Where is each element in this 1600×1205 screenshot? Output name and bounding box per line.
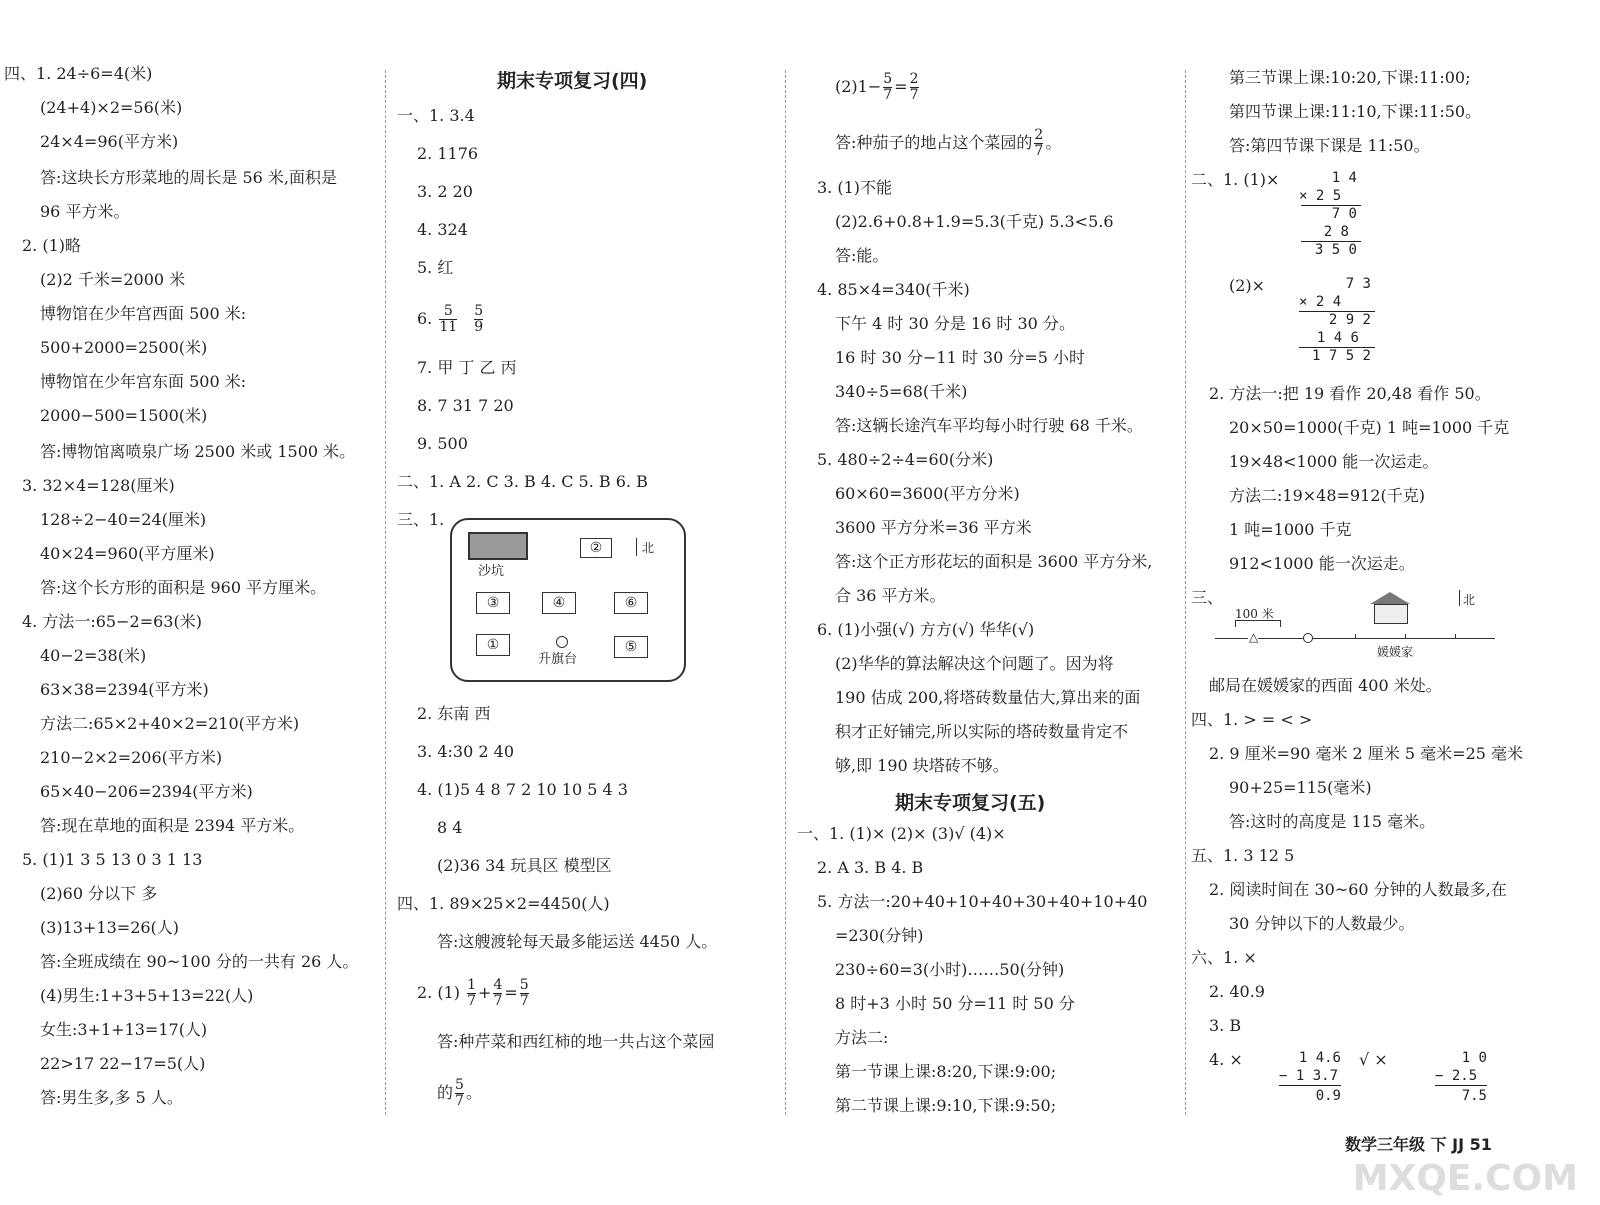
c4-line: 三、 bbox=[1191, 588, 1224, 607]
c4-line: 2. 9 厘米=90 毫米 2 厘米 5 毫米=25 毫米 bbox=[1209, 744, 1524, 763]
c4-line: 答:这时的高度是 115 毫米。 bbox=[1229, 812, 1436, 831]
c2-line: 3. 4:30 2 40 bbox=[417, 742, 514, 761]
map-cell: ⑤ bbox=[614, 636, 648, 658]
c3-line: 方法二: bbox=[835, 1028, 889, 1047]
c1-line: 2000−500=1500(米) bbox=[40, 406, 208, 425]
map-cell: ② bbox=[580, 538, 612, 558]
c1-line: 210−2×2=206(平方米) bbox=[40, 748, 223, 767]
sandpit-box bbox=[468, 532, 528, 560]
c3-line: 3600 平方分米=36 平方米 bbox=[835, 518, 1032, 537]
c4-line: 答:第四节课下课是 11:50。 bbox=[1229, 136, 1430, 155]
c2-line: 一、1. 3.4 bbox=[397, 106, 475, 125]
c4-line: 邮局在媛媛家的西面 400 米处。 bbox=[1209, 676, 1442, 695]
vertical-calc: 1 4 × 2 5 7 0 2 8 3 5 0 bbox=[1295, 170, 1365, 262]
vertical-calc: 7 3 × 2 4 2 9 2 1 4 6 1 7 5 2 bbox=[1295, 276, 1379, 372]
c1-line: 24×4=96(平方米) bbox=[40, 132, 179, 151]
c3-line: 6. (1)小强(√) 方方(√) 华华(√) bbox=[817, 620, 1035, 639]
c3-line: 积才正好铺完,所以实际的塔砖数量肯定不 bbox=[835, 722, 1129, 741]
fraction: $\frac{5}{11}$ bbox=[439, 303, 458, 335]
c4-line: 第三节课上课:10:20,下课:11:00; bbox=[1229, 68, 1471, 87]
c3-line: 60×60=3600(平方分米) bbox=[835, 484, 1020, 503]
c2-line: 3. 2 20 bbox=[417, 182, 473, 201]
c1-line: 65×40−206=2394(平方米) bbox=[40, 782, 253, 801]
c3-line: 8 时+3 小时 50 分=11 时 50 分 bbox=[835, 994, 1075, 1013]
c2-line: 答:种芹菜和西红柿的地一共占这个菜园 bbox=[437, 1032, 715, 1051]
fraction: $\frac{5}{7}$ bbox=[883, 71, 893, 103]
sandpit-label: 沙坑 bbox=[478, 564, 505, 579]
c1-line: 128÷2−40=24(厘米) bbox=[40, 510, 207, 529]
c2-line: 4. (1)5 4 8 7 2 10 10 5 4 3 bbox=[417, 780, 628, 799]
c2-line: 三、1. bbox=[397, 510, 445, 529]
c3-line: 4. 85×4=340(千米) bbox=[817, 280, 970, 299]
distance-line-figure: 100 米 △ 媛媛家 北 bbox=[1215, 586, 1515, 656]
c1-line: 40×24=960(平方厘米) bbox=[40, 544, 215, 563]
c1-line: 博物馆在少年宫东面 500 米: bbox=[40, 372, 247, 391]
c2-q2: 2. (1) $\frac{1}{7}$ + $\frac{4}{7}$ = $\frac{5}{7}$ bbox=[417, 977, 529, 1009]
column-divider bbox=[785, 70, 786, 1115]
watermark: MXQE.COM bbox=[1352, 1158, 1578, 1199]
north-arrow-icon bbox=[636, 538, 637, 556]
c4-line: 4. × bbox=[1209, 1050, 1243, 1069]
c3-line: 答:能。 bbox=[835, 246, 889, 265]
c2-line: 7. 甲 丁 乙 丙 bbox=[417, 358, 517, 377]
c1-line: 方法二:65×2+40×2=210(平方米) bbox=[40, 714, 300, 733]
c3-line: 16 时 30 分−11 时 30 分=5 小时 bbox=[835, 348, 1086, 367]
c1-line: (2)60 分以下 多 bbox=[40, 884, 158, 903]
c4-line: 二、1. (1)× bbox=[1191, 170, 1280, 189]
c3-line: 第二节课上课:9:10,下课:9:50; bbox=[835, 1096, 1057, 1115]
c1-line: 博物馆在少年宫西面 500 米: bbox=[40, 304, 247, 323]
c1-line: 答:这个长方形的面积是 960 平方厘米。 bbox=[40, 578, 327, 597]
school-map bbox=[450, 518, 686, 682]
c1-line: (3)13+13=26(人) bbox=[40, 918, 180, 937]
c1-line: 答:全班成绩在 90~100 分的一共有 26 人。 bbox=[40, 952, 359, 971]
c2-line: 四、1. 89×25×2=4450(人) bbox=[397, 894, 610, 913]
c2-line: 二、1. A 2. C 3. B 4. C 5. B 6. B bbox=[397, 472, 648, 491]
c1-line: (4)男生:1+3+5+13=22(人) bbox=[40, 986, 254, 1005]
c4-line: 2. 方法一:把 19 看作 20,48 看作 50。 bbox=[1209, 384, 1491, 403]
c4-line: 90+25=115(毫米) bbox=[1229, 778, 1372, 797]
c4-line: 30 分钟以下的人数最少。 bbox=[1229, 914, 1415, 933]
c2-line: 2. 东南 西 bbox=[417, 704, 491, 723]
fraction: $\frac{5}{9}$ bbox=[474, 303, 484, 335]
c2-line: 8 4 bbox=[437, 818, 463, 837]
c1-line: 2. (1)略 bbox=[22, 236, 82, 255]
c1-line: (24+4)×2=56(米) bbox=[40, 98, 183, 117]
c1-line: 答:博物馆离喷泉广场 2500 米或 1500 米。 bbox=[40, 442, 356, 461]
c1-line: 答:男生多,多 5 人。 bbox=[40, 1088, 183, 1107]
c3-line: 一、1. (1)× (2)× (3)√ (4)× bbox=[797, 824, 1006, 843]
c3-line: (2)2.6+0.8+1.9=5.3(千克) 5.3<5.6 bbox=[835, 212, 1114, 231]
north-arrow-icon bbox=[1459, 590, 1460, 606]
c4-line: √ × bbox=[1359, 1050, 1388, 1069]
c4-line: 四、1. > = < > bbox=[1191, 710, 1313, 729]
c3-line: 下午 4 时 30 分是 16 时 30 分。 bbox=[835, 314, 1075, 333]
c4-line: 1 吨=1000 千克 bbox=[1229, 520, 1352, 539]
c1-line: 4. 方法一:65−2=63(米) bbox=[22, 612, 202, 631]
stage-label: 升旗台 bbox=[538, 652, 578, 667]
fraction: $\frac{1}{7}$ bbox=[467, 977, 477, 1009]
c1-line: 答:这块长方形菜地的周长是 56 米,面积是 bbox=[40, 168, 338, 187]
c4-line: 19×48<1000 能一次运走。 bbox=[1229, 452, 1439, 471]
c2-line: (2)36 34 玩具区 模型区 bbox=[437, 856, 612, 875]
scale-label: 100 米 bbox=[1235, 607, 1274, 621]
c1-line: 5. (1)1 3 5 13 0 3 1 13 bbox=[22, 850, 203, 869]
c1-line: 四、1. 24÷6=4(米) bbox=[4, 64, 153, 83]
fraction: $\frac{5}{7}$ bbox=[519, 977, 529, 1009]
c1-line: 答:现在草地的面积是 2394 平方米。 bbox=[40, 816, 305, 835]
c1-line: 22>17 22−17=5(人) bbox=[40, 1054, 206, 1073]
map-cell: ④ bbox=[542, 592, 576, 614]
c2-ans-tail: 的 $\frac{5}{7}$ 。 bbox=[437, 1077, 482, 1109]
c2-line: 9. 500 bbox=[417, 434, 468, 453]
c3-line: 答:这辆长途汽车平均每小时行驶 68 千米。 bbox=[835, 416, 1143, 435]
north-label: 北 bbox=[642, 541, 655, 555]
c3-line: 190 估成 200,将塔砖数量估大,算出来的面 bbox=[835, 688, 1141, 707]
c1-line: 女生:3+1+13=17(人) bbox=[40, 1020, 208, 1039]
c1-line: 63×38=2394(平方米) bbox=[40, 680, 209, 699]
map-cell: ③ bbox=[476, 592, 510, 614]
fraction: $\frac{2}{7}$ bbox=[1034, 127, 1044, 159]
c1-line: 500+2000=2500(米) bbox=[40, 338, 208, 357]
c2-q6: 6. $\frac{5}{11}$ $\frac{5}{9}$ bbox=[417, 303, 484, 335]
c4-line: 五、1. 3 12 5 bbox=[1191, 846, 1295, 865]
map-cell: ① bbox=[476, 634, 510, 656]
c3-line: 答:这个正方形花坛的面积是 3600 平方分米, bbox=[835, 552, 1153, 571]
c4-line: 方法二:19×48=912(千克) bbox=[1229, 486, 1425, 505]
circle-marker-icon bbox=[1303, 633, 1313, 643]
column-divider bbox=[1185, 70, 1186, 1115]
c1-line: 40−2=38(米) bbox=[40, 646, 147, 665]
c3-line: 5. 480÷2÷4=60(分米) bbox=[817, 450, 994, 469]
fraction: $\frac{5}{7}$ bbox=[455, 1077, 464, 1109]
c3-line: 合 36 平方米。 bbox=[835, 586, 946, 605]
c4-line: 2. 阅读时间在 30~60 分钟的人数最多,在 bbox=[1209, 880, 1507, 899]
vertical-calc: 1 0 − 2.5 7.5 bbox=[1435, 1050, 1487, 1104]
c3-line: 3. (1)不能 bbox=[817, 178, 893, 197]
c3-line: 第一节课上课:8:20,下课:9:00; bbox=[835, 1062, 1057, 1081]
c4-line: 912<1000 能一次运走。 bbox=[1229, 554, 1415, 573]
home-label: 媛媛家 bbox=[1377, 645, 1414, 659]
c3-line: 5. 方法一:20+40+10+40+30+40+10+40 bbox=[817, 892, 1148, 911]
c2-line: 4. 324 bbox=[417, 220, 468, 239]
c2-line: 5. 红 bbox=[417, 258, 454, 277]
c3-line: 够,即 190 块塔砖不够。 bbox=[835, 756, 1009, 775]
c3-line: 230÷60=3(小时)……50(分钟) bbox=[835, 960, 1065, 979]
c2-line: 答:这艘渡轮每天最多能运送 4450 人。 bbox=[437, 932, 718, 951]
c3-line: =230(分钟) bbox=[835, 926, 924, 945]
c3-line: (2)华华的算法解决这个问题了。因为将 bbox=[835, 654, 1114, 673]
fraction: $\frac{4}{7}$ bbox=[493, 977, 503, 1009]
map-cell: ⑥ bbox=[614, 592, 648, 614]
house-icon bbox=[1370, 592, 1410, 622]
section-title: 期末专项复习(四) bbox=[497, 70, 648, 92]
c2-line: 2. 1176 bbox=[417, 144, 479, 163]
c4-line: 3. B bbox=[1209, 1016, 1242, 1035]
vertical-calc: 1 4.6 − 1 3.7 0.9 bbox=[1279, 1050, 1341, 1104]
column-divider bbox=[385, 70, 386, 1115]
c4-line: (2)× bbox=[1229, 276, 1266, 295]
c4-line: 2. 40.9 bbox=[1209, 982, 1265, 1001]
c1-line: 3. 32×4=128(厘米) bbox=[22, 476, 175, 495]
c4-line: 六、1. × bbox=[1191, 948, 1257, 967]
c1-line: (2)2 千米=2000 米 bbox=[40, 270, 186, 289]
c3-top: (2)1− $\frac{5}{7}$ = $\frac{2}{7}$ bbox=[835, 71, 919, 103]
c1-line: 96 平方米。 bbox=[40, 202, 130, 221]
c2-line: 8. 7 31 7 20 bbox=[417, 396, 514, 415]
page-footer: 数学三年级 下 JJ 51 bbox=[1345, 1135, 1492, 1154]
fraction: $\frac{2}{7}$ bbox=[909, 71, 919, 103]
c4-line: 第四节课上课:11:10,下课:11:50。 bbox=[1229, 102, 1482, 121]
north-label: 北 bbox=[1463, 593, 1476, 607]
c3-line: 340÷5=68(千米) bbox=[835, 382, 968, 401]
c3-ans1: 答:种茄子的地占这个菜园的 $\frac{2}{7}$ 。 bbox=[835, 127, 1062, 159]
c3-line: 2. A 3. B 4. B bbox=[817, 858, 924, 877]
section-title: 期末专项复习(五) bbox=[895, 792, 1046, 814]
c4-line: 20×50=1000(千克) 1 吨=1000 千克 bbox=[1229, 418, 1510, 437]
stage-circle-icon bbox=[556, 636, 568, 648]
